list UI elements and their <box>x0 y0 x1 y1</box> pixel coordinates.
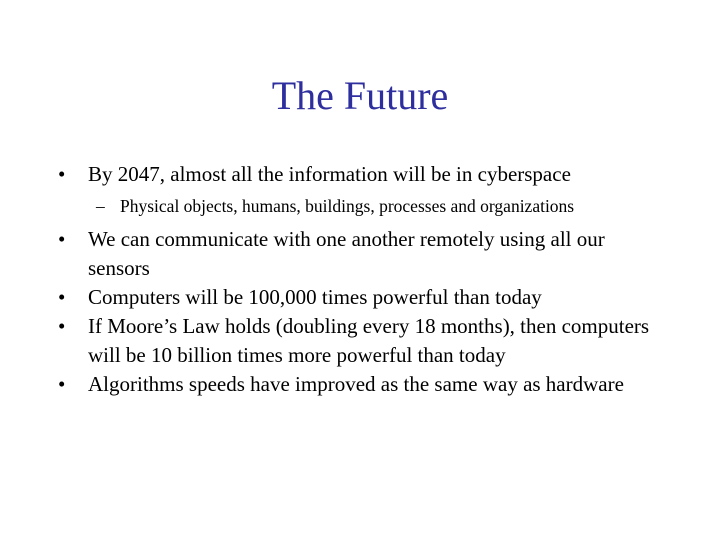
bullet-text: Algorithms speeds have improved as the same way as hardware <box>88 372 624 396</box>
bullet-item <box>58 225 658 283</box>
bullet-marker: • <box>58 372 66 396</box>
bullet-text: We can communicate with one another remotely using all our sensors <box>88 227 605 280</box>
bullet-text: By 2047, almost all the information will be in cyberspace <box>88 162 571 186</box>
sub-bullet-text: Physical objects, humans, buildings, processes and organizations <box>120 196 575 216</box>
bullet-text: Computers will be 100,000 times powerful than today <box>88 285 542 309</box>
bullet-item <box>58 312 658 370</box>
sub-bullet-marker: – <box>96 196 105 216</box>
sub-bullet-item <box>58 193 658 219</box>
bullet-text: If Moore’s Law holds (doubling every 18 months), then computers will be 10 billion times more powerful than today <box>88 314 650 367</box>
slide-title: The Future <box>271 73 449 118</box>
bullet-marker: • <box>58 285 66 309</box>
bullet-item <box>58 283 658 312</box>
bullet-item <box>58 370 658 399</box>
bullet-marker: • <box>58 314 66 338</box>
bullet-marker: • <box>58 162 66 186</box>
bullet-list <box>58 160 658 399</box>
bullet-marker: • <box>58 227 66 251</box>
bullet-item <box>58 160 658 189</box>
